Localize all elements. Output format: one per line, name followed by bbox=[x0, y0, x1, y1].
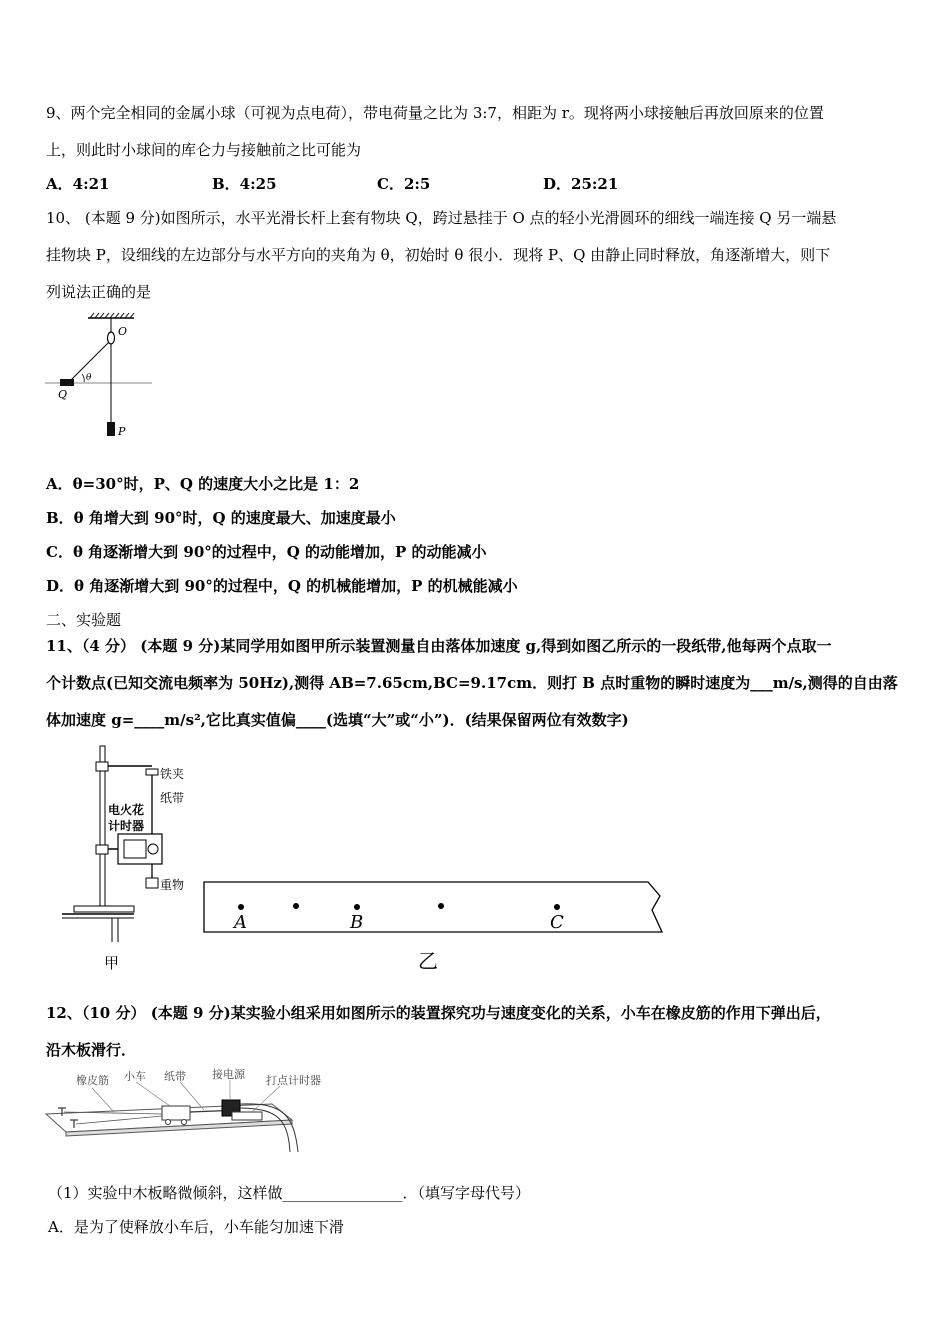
q10-line-3: 列说法正确的是 bbox=[46, 283, 152, 301]
label-rubber-band: 橡皮筋 bbox=[76, 1074, 109, 1087]
label-cart: 小车 bbox=[124, 1070, 146, 1083]
q11-apparatus-figure-jia bbox=[60, 742, 200, 974]
label-theta: θ bbox=[86, 373, 92, 383]
label-p: P bbox=[118, 425, 126, 438]
q10-line-1: 10、 (本题 9 分)如图所示，水平光滑长杆上套有物块 Q，跨过悬挂于 O 点的轻小光滑圆环的细线一端连接 Q 另一端悬 bbox=[46, 209, 837, 227]
q9-line-1: 9、两个完全相同的金属小球（可视为点电荷），带电荷量之比为 3:7，相距为 r。现将两小球接触后再放回原来的位置 bbox=[46, 104, 824, 122]
label-power: 接电源 bbox=[212, 1068, 245, 1081]
q12-apparatus-figure bbox=[44, 1066, 334, 1158]
label-paper-tape: 纸带 bbox=[160, 791, 185, 805]
caption-yi: 乙 bbox=[418, 949, 438, 973]
q10-line-2: 挂物块 P，设细线的左边部分与水平方向的夹角为 θ，初始时 θ 很小．现将 P、Q 由静止同时释放，角逐渐增大，则下 bbox=[46, 246, 831, 264]
q11-line-1: 11、（4 分） (本题 9 分)某同学用如图甲所示装置测量自由落体加速度 g,得到如图乙所示的一段纸带,他每两个点取一 bbox=[46, 637, 832, 655]
q12-line-2: 沿木板滑行． bbox=[46, 1041, 137, 1059]
tape-dot-b bbox=[354, 904, 360, 910]
q9-option-a: A．4:21 bbox=[46, 175, 110, 193]
q12-option-a: A．是为了使释放小车后，小车能匀加速下滑 bbox=[48, 1218, 344, 1236]
tape-dot bbox=[438, 903, 444, 909]
label-weight: 重物 bbox=[160, 878, 185, 892]
q11-paper-tape-figure-yi bbox=[200, 876, 670, 976]
section-title: 二、实验题 bbox=[46, 611, 122, 629]
tape-label-c: C bbox=[550, 912, 564, 933]
q10-option-b: B．θ 角增大到 90°时，Q 的速度最大、加速度最小 bbox=[46, 509, 396, 527]
label-timer: 打点计时器 bbox=[266, 1074, 321, 1087]
label-o: O bbox=[118, 325, 128, 338]
q12-sub-question-1: （1）实验中木板略微倾斜，这样做________________．（填写字母代号） bbox=[48, 1184, 531, 1202]
q9-line-2: 上，则此时小球间的库仑力与接触前之比可能为 bbox=[46, 141, 362, 159]
label-timer-2: 计时器 bbox=[108, 819, 145, 833]
q12-line-1: 12、（10 分） (本题 9 分)某实验小组采用如图所示的装置探究功与速度变化的关系，小车在橡皮筋的作用下弹出后， bbox=[46, 1004, 831, 1022]
q11-line-3: 体加速度 g=____m/s²,它比真实值偏____(选填“大”或“小”)．(结果保留两位有效数字) bbox=[46, 711, 629, 729]
q11-line-2: 个计数点(已知交流电频率为 50Hz),测得 AB=7.65cm,BC=9.17cm．则打 B 点时重物的瞬时速度为___m/s,测得的自由落 bbox=[46, 674, 898, 692]
tape-dot-a bbox=[238, 904, 244, 910]
label-timer-1: 电火花 bbox=[108, 803, 145, 817]
tape-label-b: B bbox=[350, 912, 364, 933]
caption-jia: 甲 bbox=[104, 954, 120, 972]
q10-pulley-figure bbox=[40, 310, 170, 445]
q9-option-d: D．25:21 bbox=[543, 175, 619, 193]
label-paper-tape: 纸带 bbox=[164, 1070, 186, 1083]
label-q: Q bbox=[58, 388, 68, 401]
tape-label-a: A bbox=[234, 912, 247, 933]
q10-option-d: D．θ 角逐渐增大到 90°的过程中，Q 的机械能增加，P 的机械能减小 bbox=[46, 577, 518, 595]
tape-dot bbox=[293, 903, 299, 909]
q9-option-b: B．4:25 bbox=[212, 175, 277, 193]
q9-option-c: C．2:5 bbox=[377, 175, 431, 193]
q10-option-c: C．θ 角逐渐增大到 90°的过程中，Q 的动能增加，P 的动能减小 bbox=[46, 543, 487, 561]
q10-option-a: A．θ=30°时，P、Q 的速度大小之比是 1：2 bbox=[46, 475, 360, 493]
tape-dot-c bbox=[554, 904, 560, 910]
label-iron-clamp: 铁夹 bbox=[160, 767, 185, 781]
